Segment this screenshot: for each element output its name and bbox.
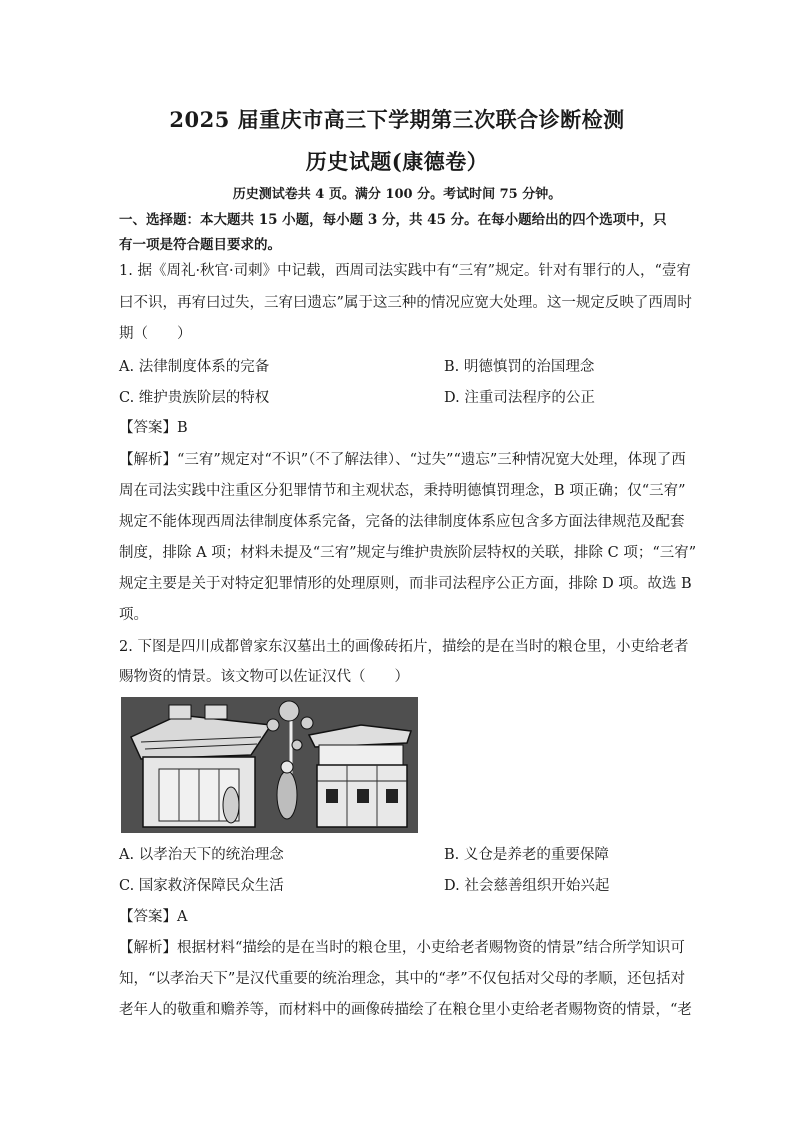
q2-stem-line-2: 赐物资的情景。该文物可以佐证汉代（ ） — [119, 669, 409, 685]
q1-answer: 【答案】B — [119, 420, 188, 436]
q1-analysis-line-5: 规定主要是关于对特定犯罪情形的处理原则，而非司法程序公正方面，排除 D 项。故选 B — [119, 576, 692, 592]
section-instructions-line-2: 有一项是符合题目要求的。 — [119, 237, 281, 253]
q2-option-d: D. 社会慈善组织开始兴起 — [444, 878, 610, 894]
q1-analysis-line-1: 【解析】“三宥”规定对“不识”（不了解法律）、“过失”“遗忘”三种情况宽大处理，体现了西 — [119, 452, 686, 468]
q1-analysis-line-3: 规定不能体现西周法律制度体系完备，完备的法律制度体系应包含多方面法律规范及配套 — [119, 514, 685, 530]
q1-option-d: D. 注重司法程序的公正 — [444, 390, 595, 406]
q2-analysis-line-3: 老年人的敬重和赡养等，而材料中的画像砖描绘了在粮仓里小吏给老者赐物资的情景，“老 — [119, 1002, 692, 1018]
brick-rubbing-image — [121, 697, 418, 833]
q2-option-b: B. 义仓是养老的重要保障 — [444, 847, 609, 863]
q1-option-a: A. 法律制度体系的完备 — [119, 359, 270, 375]
q2-analysis-line-2: 知，“以孝治天下”是汉代重要的统治理念，其中的“孝”不仅包括对父母的孝顺，还包括对 — [119, 971, 686, 987]
q2-answer: 【答案】A — [119, 909, 188, 925]
q2-option-c: C. 国家救济保障民众生活 — [119, 878, 284, 894]
q2-analysis-line-1: 【解析】根据材料“描绘的是在当时的粮仓里，小吏给老者赐物资的情景”结合所学知识可 — [119, 940, 685, 956]
q1-option-c: C. 维护贵族阶层的特权 — [119, 390, 270, 406]
section-instructions-line-1: 一、选择题：本大题共 15 小题，每小题 3 分，共 45 分。在每小题给出的四个选项中，只 — [119, 212, 667, 228]
q1-stem-line-1: 1. 据《周礼·秋官·司刺》中记载，西周司法实践中有“三宥”规定。针对有罪行的人，“壹宥 — [119, 263, 691, 279]
q1-stem-line-3: 期（ ） — [119, 326, 192, 342]
page-subtitle: 历史试题(康德卷） — [305, 149, 489, 174]
q1-stem-line-2: 曰不识，再宥曰过失，三宥曰遗忘”属于这三种的情况应宽大处理。这一规定反映了西周时 — [119, 295, 692, 311]
q1-analysis-line-6: 项。 — [119, 607, 148, 623]
exam-info: 历史测试卷共 4 页。满分 100 分。考试时间 75 分钟。 — [232, 187, 562, 202]
q2-option-a: A. 以孝治天下的统治理念 — [119, 847, 284, 863]
q1-analysis-line-2: 周在司法实践中注重区分犯罪情节和主观状态，秉持明德慎罚理念，B 项正确；仅“三宥” — [119, 483, 686, 499]
q2-stem-line-1: 2. 下图是四川成都曾家东汉墓出土的画像砖拓片，描绘的是在当时的粮仓里，小吏给老者 — [119, 639, 689, 655]
q1-option-b: B. 明德慎罚的治国理念 — [444, 359, 595, 375]
page-title: 2025 届重庆市高三下学期第三次联合诊断检测 — [169, 107, 625, 132]
q1-analysis-line-4: 制度，排除 A 项；材料未提及“三宥”规定与维护贵族阶层特权的关联，排除 C 项；“三宥” — [119, 545, 697, 561]
